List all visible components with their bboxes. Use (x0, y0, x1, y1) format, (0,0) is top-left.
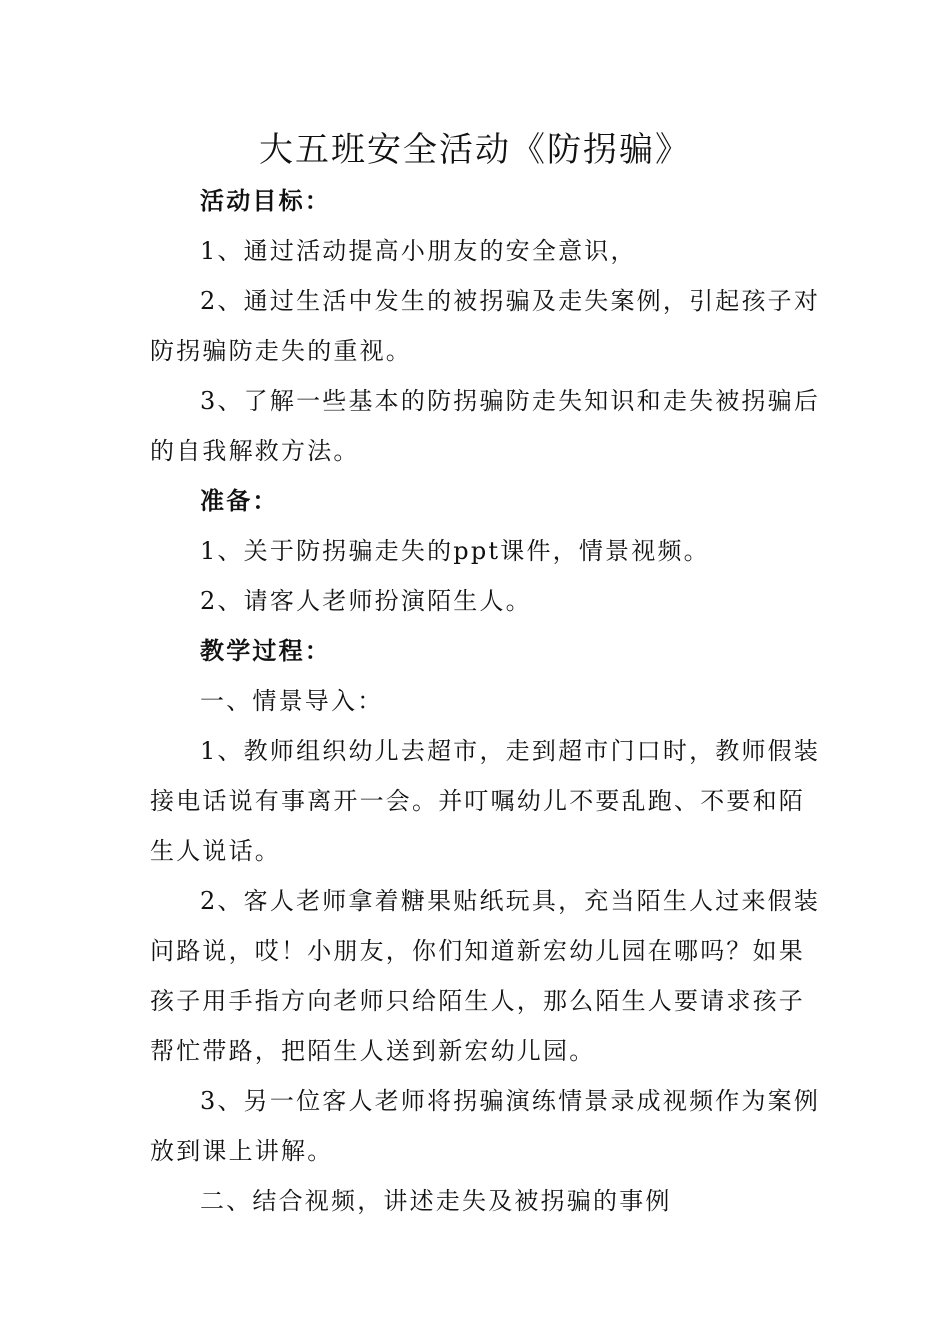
process-subheading-1: 一、情景导入： (200, 687, 384, 715)
process-line: 3、另一位客人老师将拐骗演练情景录成视频作为案例 (200, 1087, 821, 1115)
preparation-item-1: 1、关于防拐骗走失的ppt课件，情景视频。 (200, 537, 710, 565)
goal-item-1: 1、通过活动提高小朋友的安全意识， (200, 237, 637, 265)
goal-item-2: 2、通过生活中发生的被拐骗及走失案例，引起孩子对 (200, 287, 821, 315)
process-line: 接电话说有事离开一会。并叮嘱幼儿不要乱跑、不要和陌 (150, 787, 805, 815)
process-line: 帮忙带路，把陌生人送到新宏幼儿园。 (150, 1037, 596, 1065)
goals-heading: 活动目标： (200, 186, 331, 215)
preparation-heading: 准备： (200, 486, 279, 515)
goal-item-3-continued: 的自我解救方法。 (150, 437, 360, 465)
preparation-item-2: 2、请客人老师扮演陌生人。 (200, 587, 532, 615)
process-line: 生人说话。 (150, 837, 281, 865)
process-subheading-2: 二、结合视频，讲述走失及被拐骗的事例 (200, 1187, 672, 1215)
process-line: 2、客人老师拿着糖果贴纸玩具，充当陌生人过来假装 (200, 887, 821, 915)
goal-item-3: 3、了解一些基本的防拐骗防走失知识和走失被拐骗后 (200, 387, 821, 415)
process-line: 1、教师组织幼儿去超市，走到超市门口时，教师假装 (200, 737, 821, 765)
process-line: 放到课上讲解。 (150, 1137, 334, 1165)
process-heading: 教学过程： (200, 636, 331, 665)
process-line: 孩子用手指方向老师只给陌生人，那么陌生人要请求孩子 (150, 987, 805, 1015)
goal-item-2-continued: 防拐骗防走失的重视。 (150, 337, 412, 365)
document-title: 大五班安全活动《防拐骗》 (259, 130, 691, 170)
process-line: 问路说，哎！小朋友，你们知道新宏幼儿园在哪吗？如果 (150, 937, 805, 965)
